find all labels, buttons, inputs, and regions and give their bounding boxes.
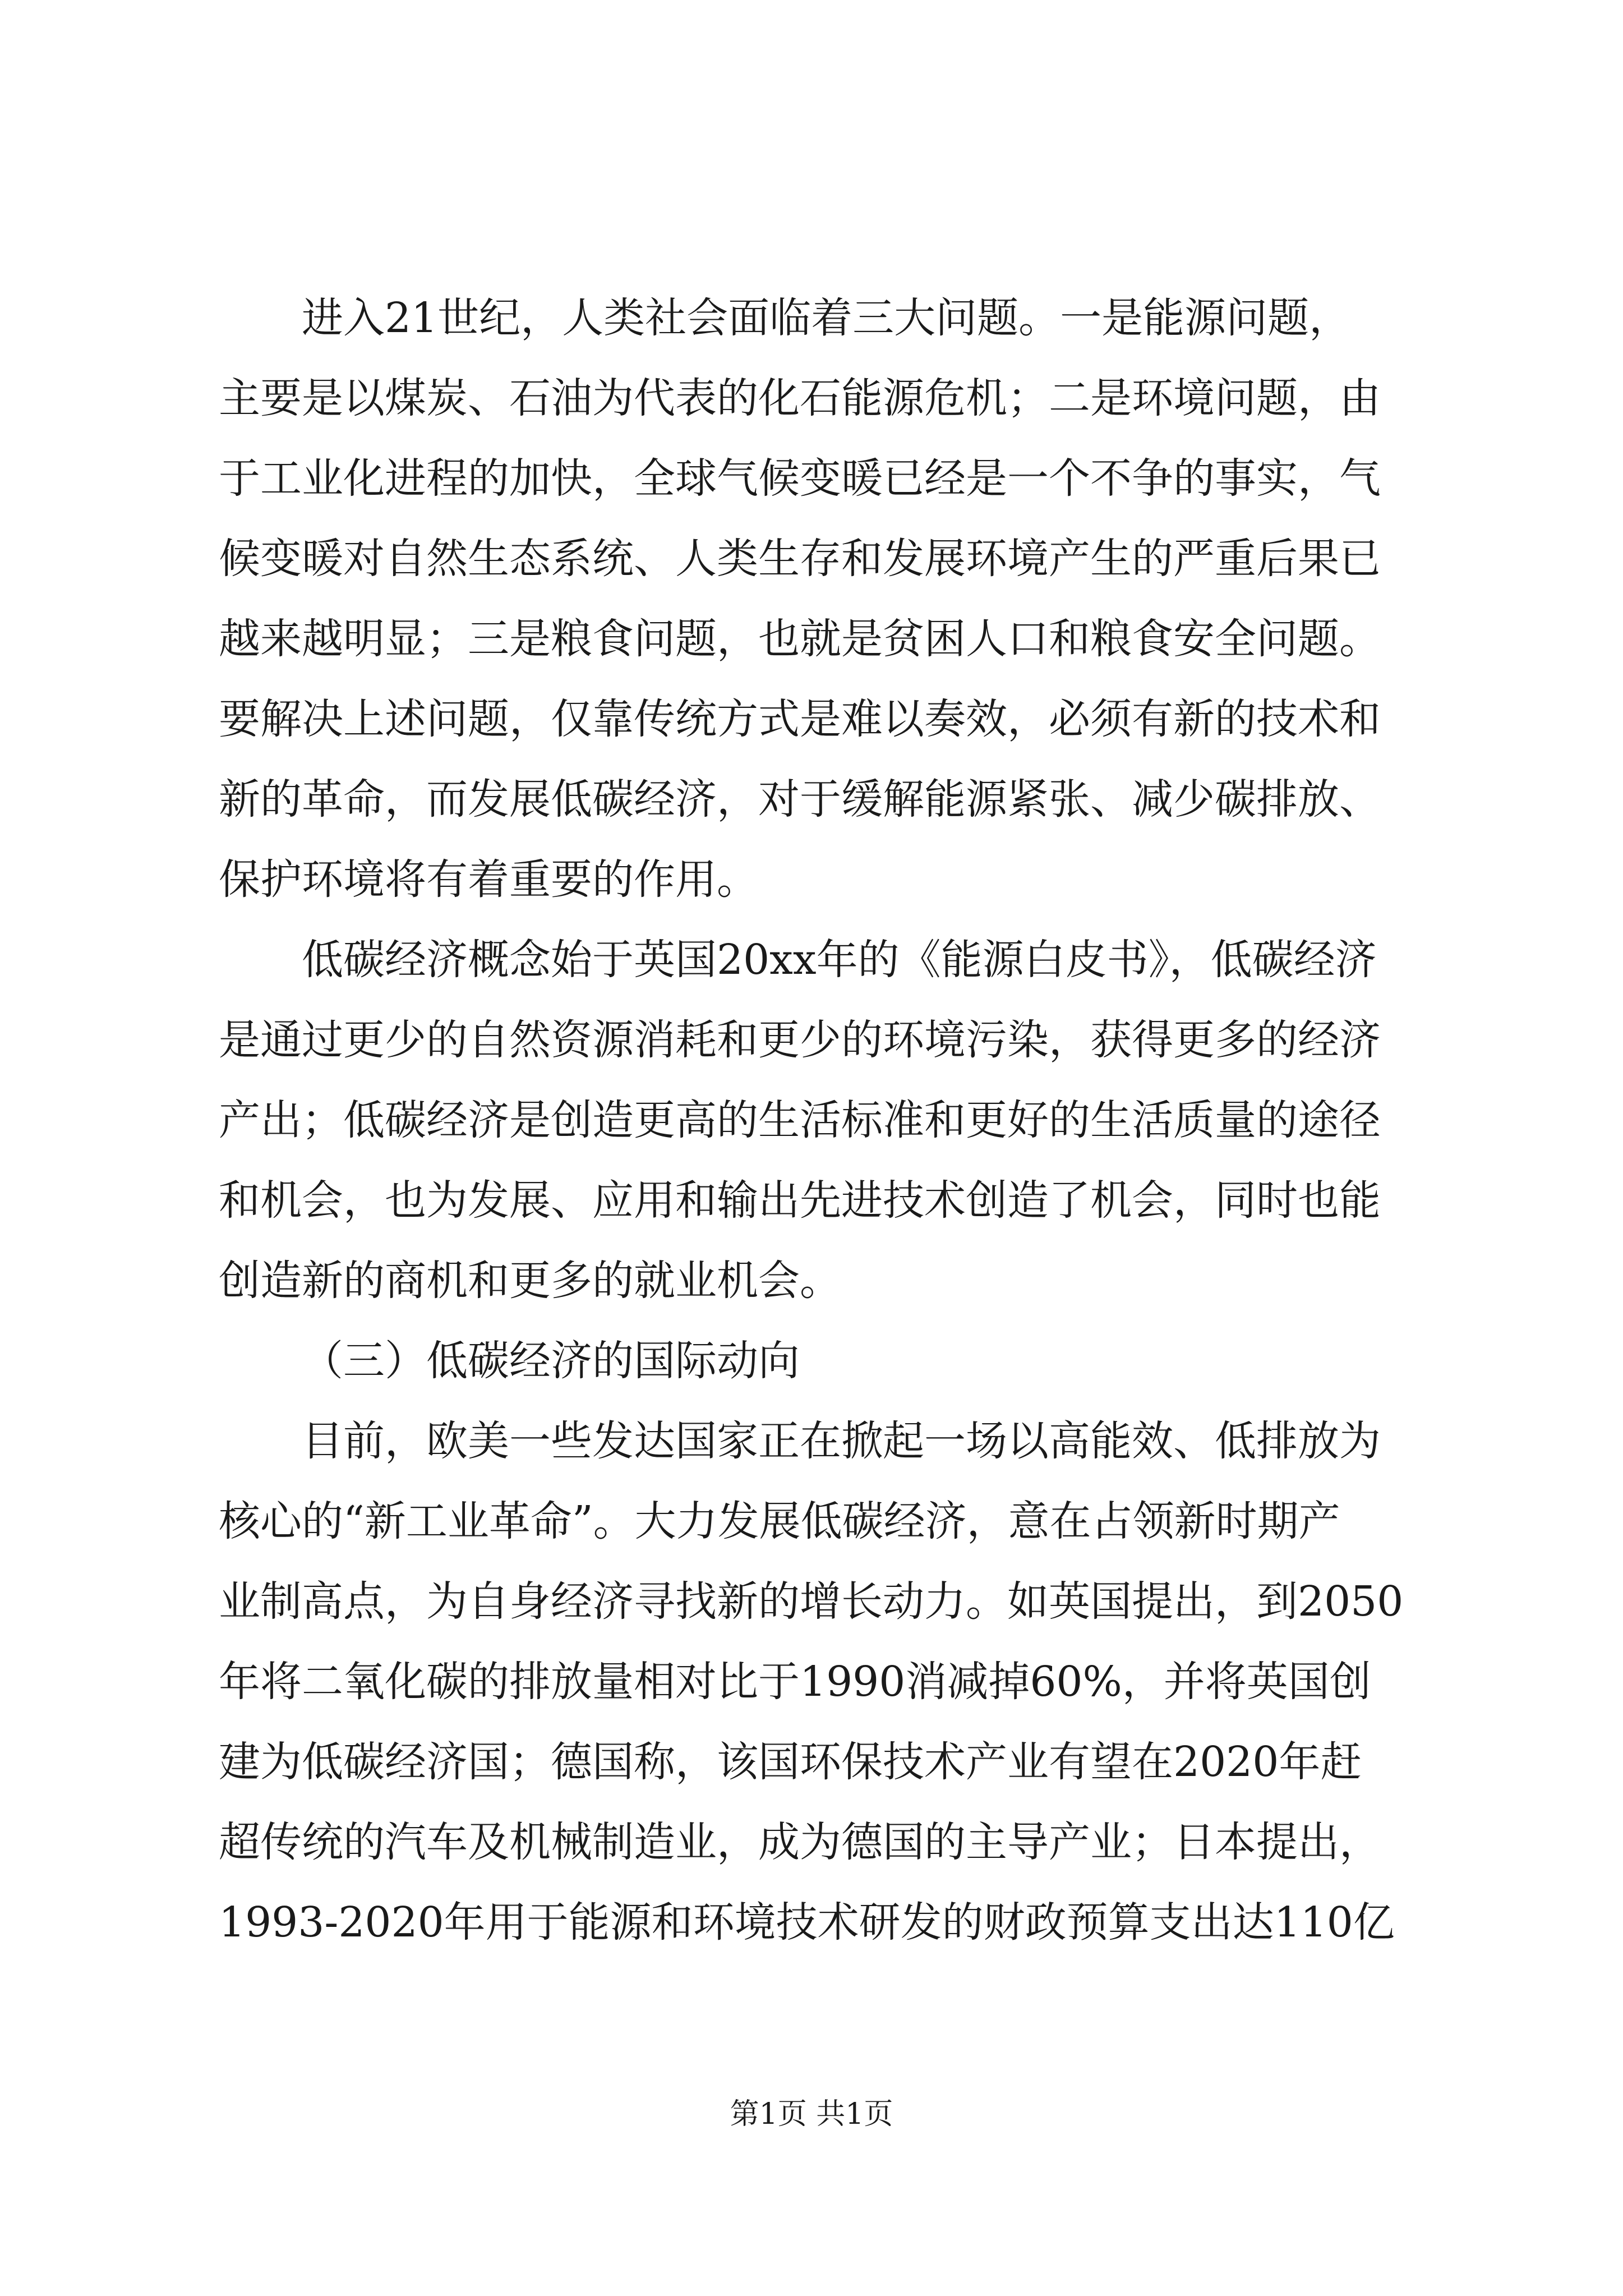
paragraph-2-line-4: 和机会，也为发展、应用和输出先进技术创造了机会，同时也能 bbox=[219, 1176, 1381, 1225]
section-heading: （三）低碳经济的国际动向 bbox=[302, 1337, 800, 1385]
paragraph-1-line-5: 越来越明显；三是粮食问题，也就是贫困人口和粮食安全问题。 bbox=[219, 615, 1381, 663]
paragraph-3-line-4: 年将二氧化碳的排放量相对比于1990消减掉60%，并将英国创 bbox=[219, 1658, 1371, 1706]
paragraph-3-line-1: 目前，欧美一些发达国家正在掀起一场以高能效、低排放为 bbox=[302, 1417, 1381, 1465]
page-footer: 第1页 共1页 bbox=[730, 2097, 893, 2131]
paragraph-2-line-3: 产出；低碳经济是创造更高的生活标准和更好的生活质量的途径 bbox=[219, 1096, 1381, 1144]
paragraph-1-line-4: 候变暖对自然生态系统、人类生存和发展环境产生的严重后果已 bbox=[219, 535, 1381, 583]
paragraph-2-line-5: 创造新的商机和更多的就业机会。 bbox=[219, 1257, 841, 1305]
paragraph-3-line-7: 1993-2020年用于能源和环境技术研发的财政预算支出达110亿 bbox=[219, 1898, 1395, 1947]
paragraph-2-line-1: 低碳经济概念始于英国20xx年的《能源白皮书》，低碳经济 bbox=[302, 936, 1377, 984]
paragraph-1-line-2: 主要是以煤炭、石油为代表的化石能源危机；二是环境问题，由 bbox=[219, 374, 1381, 422]
paragraph-3-line-2: 核心的“新工业革命”。大力发展低碳经济，意在占领新时期产 bbox=[219, 1497, 1340, 1545]
paragraph-1-line-7: 新的革命，而发展低碳经济，对于缓解能源紧张、减少碳排放、 bbox=[219, 775, 1381, 823]
paragraph-3-line-6: 超传统的汽车及机械制造业，成为德国的主导产业；日本提出， bbox=[219, 1818, 1381, 1866]
paragraph-2-line-2: 是通过更少的自然资源消耗和更少的环境污染，获得更多的经济 bbox=[219, 1016, 1381, 1064]
paragraph-1-line-8: 保护环境将有着重要的作用。 bbox=[219, 855, 758, 904]
paragraph-1-line-1: 进入21世纪，人类社会面临着三大问题。一是能源问题， bbox=[302, 294, 1351, 342]
paragraph-1-line-3: 于工业化进程的加快，全球气候变暖已经是一个不争的事实，气 bbox=[219, 454, 1381, 503]
paragraph-1-line-6: 要解决上述问题，仅靠传统方式是难以奏效，必须有新的技术和 bbox=[219, 695, 1381, 743]
paragraph-3-line-5: 建为低碳经济国；德国称，该国环保技术产业有望在2020年赶 bbox=[219, 1738, 1362, 1786]
paragraph-3-line-3: 业制高点，为自身经济寻找新的增长动力。如英国提出，到2050 bbox=[219, 1577, 1404, 1626]
